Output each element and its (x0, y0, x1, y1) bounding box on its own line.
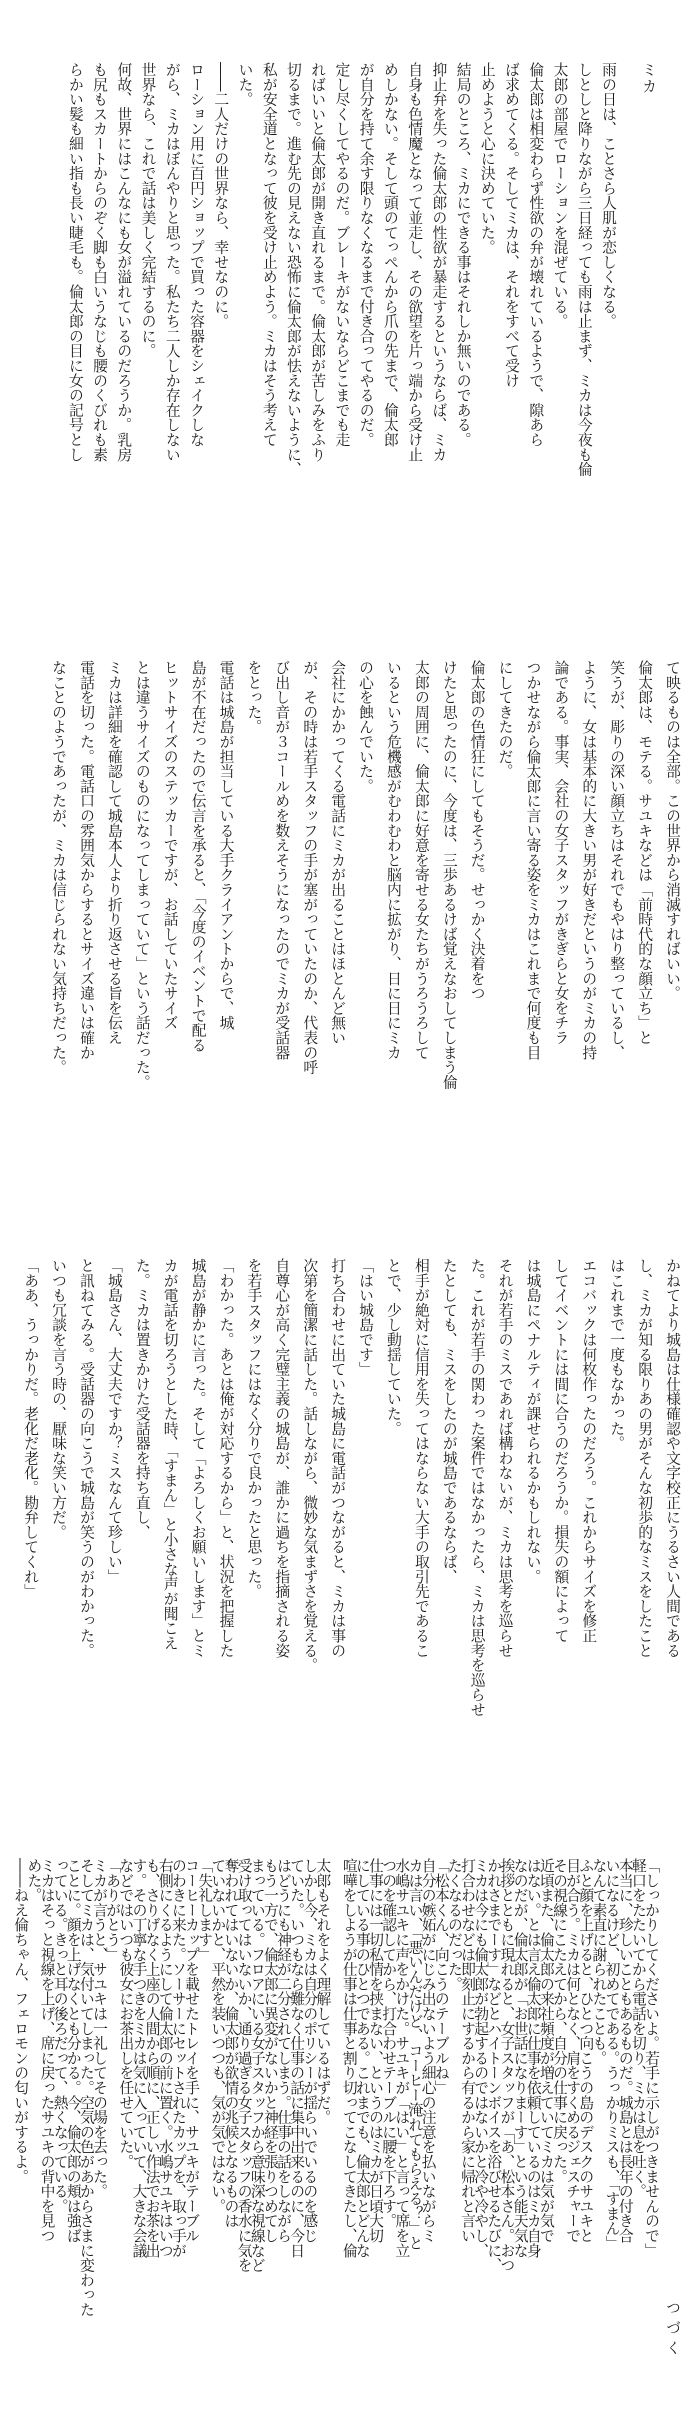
chapter-title-text: ミカ (640, 62, 657, 95)
text-line: 城島が静かに言った。そして「よろしくお願いします」とミ (189, 1258, 207, 1658)
text-line: いつも冗談を言う時の、厭味な笑い方だ。 (50, 1258, 68, 1540)
text-line: 笑うが、彫りの深い顔立ちはそれでもやはり整っているし、 (608, 660, 626, 1060)
text-line: 自尊心が高く完璧主義の城島が、誰かに過ちを指摘される姿 (273, 1258, 291, 1658)
text-line: の心を蝕んでいた。 (357, 660, 375, 794)
text-line: をとった。 (245, 660, 263, 734)
text-line: 打合わせなどは即刻止にするから有るから家に帰れと言い (459, 1858, 477, 2243)
text-line: なのだが、倫太郎が「お世話になりまーす」という能天気な (511, 1858, 529, 2258)
text-line: 「失礼します」 (196, 1858, 214, 1962)
text-line: 挨拶とともに現れると、女子スタッフが「あ、松本さん。おつ (498, 1858, 516, 2273)
text-line: らかい髪も細い指も長い睫毛も。倫太郎の目に女の記号とし (66, 62, 84, 462)
text-line: はない。とは言え倫太郎に仕事を依頼しているのはミカ自身 (524, 1858, 542, 2258)
text-line: 喧嘩をしようが仕事は仕事と割り切ってこなしてきたし、倫 (340, 1858, 358, 2258)
text-line: しかし今、ミカは自分のポリシーが揺らいでいるのを感じ (301, 1858, 319, 2243)
text-line: た。ミカは置きかけた受話器を持ち直し、 (133, 1258, 151, 1540)
text-line: 太郎の周囲に、倫太郎に好意を寄せる女たちがうろうろして (412, 660, 430, 1060)
text-band-3 (0, 1258, 700, 1788)
text-line: 太郎の部屋でローションを混ぜている。 (551, 62, 569, 329)
text-line: 倫太郎は、モテる。サユキなどは「前時代的な顔立ち」と (636, 660, 654, 1045)
text-line: た。これが若手の関わった案件ではなかったら、ミカは思考を巡らせ (468, 1258, 486, 1717)
text-line: 倫太郎の色情狂にしてもそうだ。せっかく決着をつ (468, 660, 486, 1001)
text-line: 電話を切った。電話口の雰囲気からするとサイズ違いは確か (77, 660, 95, 1060)
text-line: はこれまで一度もなかった。 (608, 1258, 626, 1451)
text-line: 自身も色情魔となって並走し、その欲望を片っ端から受け止 (406, 62, 424, 462)
text-line: 結局のところ、ミカにできる事はそれしか無いのである。 (454, 62, 472, 447)
text-line: そしてミカは、気付いてしまった。空気の色があからさまに変わった (77, 1858, 95, 2317)
text-line: たとしても、ミスをしたのが城島であるならば、 (440, 1258, 458, 1584)
text-line: カは言い、「悪いんだけど、コーヒー淹れてもらえる？」と (406, 1858, 424, 2251)
text-line: なことのようであったが、ミカは信じられない気持ちだった。 (50, 660, 68, 1075)
text-line: ヒットサイズのステッカーですが、お話していたサイズ (161, 660, 179, 1030)
text-line: などではいつも彼女にお茶出しを任せていた。 (117, 1858, 135, 2169)
text-line: 論である。事実、会社の女子スタッフがきぎらと女をチラ (552, 660, 570, 1045)
text-line: も、さりげなく上座の人間から順に、正しい作法でお茶を出 (143, 1858, 161, 2258)
text-line: 定し尽くしてやるのだ。ブレーキがないならどこまでも走 (333, 62, 351, 447)
text-line: が、その時は若手スタッフの手が塞がっていたのか、代表の呼 (301, 660, 319, 1075)
text-band-1 (0, 62, 700, 592)
text-line: 雨の日は、ことさら人肌が恋しくなる。 (600, 62, 617, 329)
text-line: のわきに来た。ソーサーにセットされたカップを、取っ手が (169, 1858, 187, 2258)
text-line: ていた。いつもなら難なく仕事の話に集中出来るのに、今日 (288, 1858, 306, 2258)
text-line: 「ああ、うっかりだ。老化だ老化。勘弁してくれ」 (22, 1258, 40, 1599)
text-line: 軽口をたたいてから電話を切り、ミカは息を吐く。 (629, 1858, 647, 2199)
text-line: 止めようと心に決めていた。 (478, 62, 496, 255)
band-4-continuation-text (12, 1858, 332, 2388)
text-line: ば求めてくる。そしてミカは、それをすべて受け (503, 62, 521, 388)
text-line: 会社にかかってくる電話にミカが出ることはほとんど無い (329, 660, 347, 1045)
text-line: 太郎もそれをよく理解しているはずだ。 (314, 1858, 332, 2125)
text-line: 相手が絶対に信用を失ってはならない大手の取引先であるこ (412, 1258, 430, 1658)
text-line: がら、ミカはぼんやりと思った。私たち二人しか存在しない (163, 62, 181, 462)
text-line: けたと思ったのに、今度は、三歩あるけば覚えなおしてしまう倫 (440, 660, 458, 1090)
text-line: はどうにも神経が二分されてしまう。仕事の話をしながら (275, 1858, 293, 2243)
text-line: めしかない。そして頭のてっぺんから爪の先まで、倫太郎 (381, 62, 399, 447)
text-line: エコバックは何枚作ったのだろう。これからサイズを修正 (580, 1258, 598, 1643)
text-line: っている。きっと耳の後ろだって、熱くなっている。 (51, 1858, 69, 2214)
text-line: いた。 (236, 62, 254, 107)
text-line: 「松本くん、向こうのテーブルね」 (432, 1858, 450, 2095)
text-line: 「わかった。あとは俺が対応するから」と、状況を把握した (217, 1258, 235, 1658)
text-line: 受け取ってはいないか、通り過ぎる女子スタッフの香水に気を (235, 1858, 253, 2273)
text-line: ミカが言うと、サユキは一礼してその場を去った。 (91, 1858, 109, 2199)
text-line: を若手スタッフにはなく分りで良かったと思った。 (245, 1258, 263, 1599)
text-line: 次第を簡潔に話した。話しながら、微妙な気まずさを覚える。 (301, 1258, 319, 1673)
text-line: つのを確認してから、打合わせテーブルに腰を下ろす。 (380, 1858, 398, 2228)
text-line: しとしと降りながら三日経っても雨は止まず、ミカは今夜も倫 (575, 62, 593, 477)
text-line: ていないかと、平然を装いつつも、気が気ではない。 (209, 1858, 227, 2214)
text-line: 「しっかりしてくださいよ。若手に示しがつきませんので」 (643, 1858, 660, 2258)
text-line: ――ねえ倫ちゃん、フェロモンの匂いがするよ。 (12, 1858, 30, 2184)
text-line: 本当に、珍しいこともあるものだ。城島とは長年の付き合 (616, 1858, 634, 2243)
text-line: 抑止弁を失った倫太郎の性欲が暴走するというならば、ミカ (430, 62, 448, 462)
band-2-text (44, 660, 686, 1190)
text-line: す。その丁寧な手つきをミカは気に入っていて、大きな会議 (130, 1858, 148, 2258)
text-line: 何故、世界にはこんなにも女が溢れているのだろうか。乳房 (115, 62, 133, 462)
text-line: ればいいと倫太郎が開き直れるまで。倫太郎が苦しみをふり (309, 62, 327, 462)
text-line: 切るまで。進む先の見えない恐怖に倫太郎が怯えないように、 (284, 62, 302, 477)
text-line: び出し音が３コールめを数えそうになったのでミカが受話器 (273, 660, 291, 1060)
text-line: かれさまでーす」などとハイトーンボイスを浴びせるたびに、 (485, 1858, 503, 2273)
text-line: めた。 (25, 1858, 43, 1903)
text-line: まっている。フロアにいる女子スタッフから意味深な視線など (248, 1858, 266, 2273)
text-line: ミカは今にも倫太郎が勃起するのではないかと冷や冷やし、 (472, 1858, 490, 2258)
text-line: と訊ねてみる。受話器の向こうで城島が笑うのがわかった。 (77, 1258, 95, 1658)
text-line: たくなるのだった。 (445, 1858, 463, 1992)
text-line: にしている事のひとつである。これまでも、倫太郎とどんな (353, 1858, 371, 2258)
text-line: 私が安全道となって彼を受け止めよう。ミカはそう考えて (260, 62, 278, 447)
to-be-continued: つづく (664, 2300, 681, 2360)
text-line: し、ミカが知る限りあの男がそんな初歩的なミスをしたこと (636, 1258, 654, 1658)
text-line: とは違うサイズのものになってしまっていて」という話だった。 (133, 660, 151, 1090)
band-3-text (16, 1258, 686, 1788)
text-line: ことに。顔を上げなくとも分かる。今、倫太郎の頬は強ば (64, 1858, 82, 2243)
text-band-4-continuation (0, 1858, 700, 2388)
text-line: もう一方で、倫太郎に異変がないかと神経を張りつめてし (261, 1858, 279, 2243)
text-line: にしてきたのだ。 (496, 660, 514, 779)
text-line: が自分を持て余す限りなくなるまで付き合ってやるのだ。 (357, 62, 375, 447)
text-line: 近頃また、倫太郎の来社頻度が増えていてミカは気が気で (537, 1858, 555, 2243)
text-line: 自分の嫉妬がにじみ出ないよう細心の注意を払いながらミ (419, 1858, 437, 2243)
text-line: ふと顔を上げると、ひとつ向こうの島のデスクのサユキと (577, 1858, 595, 2243)
text-line: いになるけど、初めてである。うっかりミスも、「すまん」 (603, 1858, 621, 2251)
text-line: 「はい城島です」 (357, 1258, 375, 1377)
text-line: 仕事には一切私情を挟まない、というのはミカが日頃大切 (367, 1858, 385, 2243)
text-line: ――二人だけの世界なら、幸せなのに。 (212, 62, 230, 329)
band-1-text (63, 62, 620, 592)
text-line: いるという危機感がむわむわと脳内に拡がり、日に日にミカ (384, 660, 402, 1060)
text-line: してイベントには間に合うのだろうか。損失の額によって (552, 1258, 570, 1643)
text-line: は城島にペナルティが課せられるかもしれない。 (524, 1258, 542, 1584)
text-line: 打ち合わせに出ていた城島に電話がつながると、ミカは事の (329, 1258, 347, 1658)
text-line: 水嶋サユキに声をかけた。サユキが「はい」と言って席を立 (393, 1858, 411, 2258)
text-line: なんて素直に謝られたことも。 (590, 1858, 608, 2066)
text-line: も尻もスカートからのぞく脚も白いうなじも腰のくびれも素 (91, 62, 109, 462)
text-line: ミカは詳細を確認して城島本人より折り返させる旨を伝え (105, 660, 123, 1045)
text-band-2 (0, 660, 700, 1190)
text-line: 電話は城島が担当している大手クライアントからで、城 (217, 660, 235, 1030)
text-line: 右側にくるようにして倫太郎の前に置く。水嶋サユキはいつ (156, 1858, 174, 2258)
text-line: ローション用に百円ショップで買った容器をシェイクしな (188, 62, 206, 447)
text-line: とで、少し動揺していた。 (384, 1258, 402, 1436)
text-line: ミカはそっと視線を上げ、席に戻ったサユキの背中を見つ (38, 1858, 56, 2243)
text-line: ように、女は基本的に大きい男が好きだというのがミカの持 (580, 660, 598, 1060)
text-line: 奪われてはいないか、倫太郎が欲情の兆候となるものは (222, 1858, 240, 2228)
text-line: 「ありがとう」 (104, 1858, 122, 1962)
text-line: 島が不在だったので伝言を承ると、「今度のイベントで配る (189, 660, 207, 1053)
text-line: カが電話を切ろうとした時、「すまん」と小さな声が聞こえ (161, 1258, 179, 1651)
text-line: 世界なら、これで話は美しく完結するのに。 (139, 62, 157, 358)
text-line: 目が合う。ミカは何となく、肩をすくめるジェスチャーで (564, 1858, 582, 2243)
text-line: その視線にこたえてから、自分の仕事に戻った。 (551, 1858, 569, 2184)
text-line: つかせながら倫太郎に言い寄る姿をミカはこれまで何度も目 (524, 660, 542, 1060)
text-line: かねてより城島は仕様確認や文字校正にうるさい人間である (664, 1258, 681, 1658)
text-line: て映るものは全部。この世界から消滅すればいい。 (664, 660, 681, 1001)
text-line: 倫太郎は相変わらず性欲の弁が壊れているようで、隙あら (527, 62, 545, 447)
text-line: 「城島さん、大丈夫ですか？ミスなんて珍しい」 (105, 1258, 123, 1584)
text-line: コーヒーカップを載せたトレイを手に、サユキがテーブル (183, 1858, 201, 2243)
text-line: それが若手のミスであれば構わないが、ミカは思考を巡らせ (496, 1258, 514, 1658)
